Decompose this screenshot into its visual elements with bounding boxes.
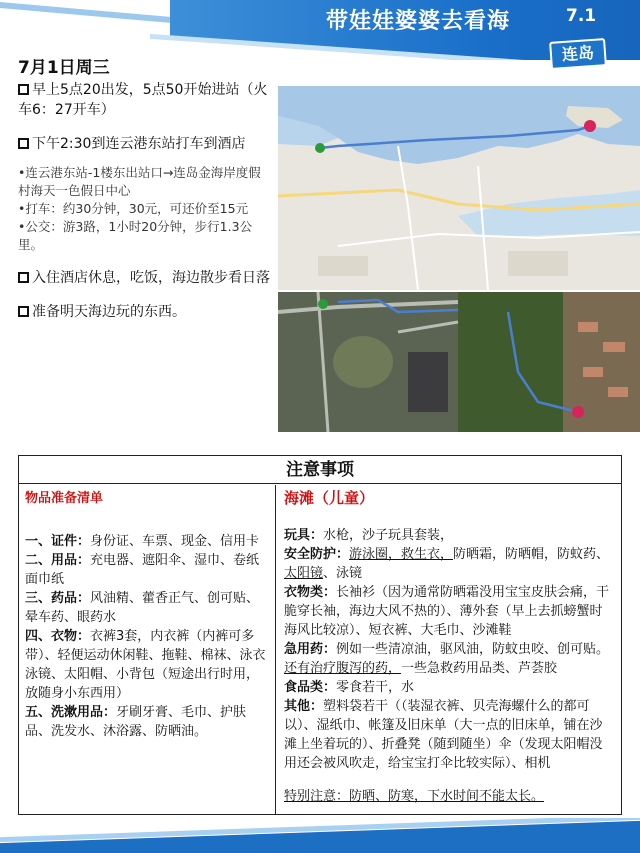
item-label: 四、衣物：	[25, 629, 91, 644]
item-label: 二、用品：	[25, 553, 91, 568]
item-text: 一些急救药用品类、芦荟胶	[401, 661, 558, 676]
item-label: 衣物类：	[284, 585, 337, 600]
item-text-underlined: 还有治疗腹泻的药，	[284, 661, 402, 676]
task-text: 下午2:30到连云港东站打车到酒店	[32, 136, 246, 152]
page-footer	[0, 818, 640, 853]
item-text: 风油精、藿香正气、创可贴、晕车药、眼药水	[25, 591, 260, 625]
task-item	[18, 302, 270, 322]
item-text: 零食若干，水	[336, 680, 415, 695]
list-item	[25, 703, 269, 741]
item-text: 、泳镜	[323, 566, 363, 581]
packing-list-title: 物品准备清单	[25, 491, 104, 506]
date-tag: 7.1	[566, 6, 597, 26]
item-text: 身份证、车票、现金、信用卡	[90, 534, 260, 549]
item-label: 其他：	[284, 699, 324, 714]
list-item	[25, 532, 269, 551]
item-text: 防晒霜，防晒帽，防蚊药、	[453, 547, 610, 562]
item-text-underlined: 太阳镜	[284, 566, 324, 581]
checkbox-icon	[18, 84, 29, 95]
item-text: 衣裤3套，内衣裤（内裤可多带）、轻便运动休闲鞋、拖鞋、棉袜、泳衣泳镜、太阳帽、小背包（短途出行时用，放随身小东西用）	[25, 629, 266, 701]
page-header	[0, 0, 640, 60]
item-label: 急用药：	[284, 642, 337, 657]
page-title: 带娃娃婆婆去看海	[326, 9, 511, 34]
item-text: 长袖衫（因为通常防晒霜没用宝宝皮肤会痛，干脆穿长袖，海边大风不热的）、薄外套（早上去抓螃蟹时海风比较凉）、短衣裤、大毛巾、沙滩鞋	[284, 585, 610, 638]
list-item	[284, 526, 615, 545]
transport-notes	[18, 164, 270, 254]
list-item	[284, 640, 615, 678]
item-label: 安全防护：	[284, 547, 350, 562]
task-text: 早上5点20出发，5点50开始进站（火车6：27开车）	[18, 82, 268, 118]
special-note: 特别注意：防晒、防寒，下水时间不能太长。	[284, 789, 545, 804]
list-item	[284, 697, 615, 773]
route-map	[278, 86, 640, 290]
note-line: •公交：游3路，1小时20分钟，步行1.3公里。	[18, 219, 253, 252]
note-line: •打车：约30分钟，30元，可还价至15元	[18, 201, 249, 216]
item-label: 五、洗漱用品：	[25, 705, 117, 720]
task-text: 入住酒店休息，吃饭，海边散步看日落	[32, 270, 270, 286]
item-text: 水枪，沙子玩具套装，	[323, 528, 454, 543]
checkbox-icon	[18, 306, 29, 317]
item-text: 例如一些清凉油，驱风油，防蚊虫咬、创可贴。	[336, 642, 610, 657]
item-label: 食品类：	[284, 680, 337, 695]
list-item	[25, 589, 269, 627]
route-map-graphic	[278, 86, 640, 290]
checkbox-icon	[18, 272, 29, 283]
beach-list-title: 海滩（儿童）	[284, 489, 375, 507]
list-item	[284, 583, 615, 640]
list-item	[284, 545, 615, 583]
list-item	[25, 551, 269, 589]
item-text: 牙刷牙膏、毛巾、护肤品、洗发水、沐浴露、防晒油。	[25, 705, 247, 739]
day-heading: 7月1日周三	[18, 58, 110, 78]
notice-heading: 注意事项	[19, 456, 621, 484]
item-text-underlined: 游泳圈，救生衣，	[349, 547, 454, 562]
item-label: 三、药品：	[25, 591, 91, 606]
task-item	[18, 268, 270, 288]
notice-table	[18, 455, 622, 815]
list-item	[284, 678, 615, 697]
note-line: •连云港东站-1楼东出站口→连岛金海岸度假村海天一色假日中心	[18, 165, 261, 198]
task-item	[18, 134, 270, 154]
item-label: 玩具：	[284, 528, 324, 543]
item-text: 塑料袋若干（（装湿衣裤、贝壳海螺什么的都可以）、湿纸巾、帐篷及旧床单（大一点的旧床单，铺在沙滩上坐着玩的）、折叠凳（随到随坐）伞（发现太阳帽没用还会被风吹走，给宝宝打伞比较实际）、相机	[284, 699, 603, 771]
place-badge: 连岛	[549, 38, 607, 70]
task-text: 准备明天海边玩的东西。	[32, 304, 186, 320]
item-text: 充电器、遮阳伞、湿巾、卷纸面巾纸	[25, 553, 260, 587]
packing-list	[19, 485, 276, 814]
satellite-map-graphic	[278, 292, 640, 432]
day-plan	[18, 58, 270, 336]
task-item	[18, 80, 270, 120]
list-item	[25, 627, 269, 703]
beach-list	[276, 485, 621, 814]
item-label: 一、证件：	[25, 534, 91, 549]
satellite-maps	[278, 292, 640, 432]
checkbox-icon	[18, 138, 29, 149]
